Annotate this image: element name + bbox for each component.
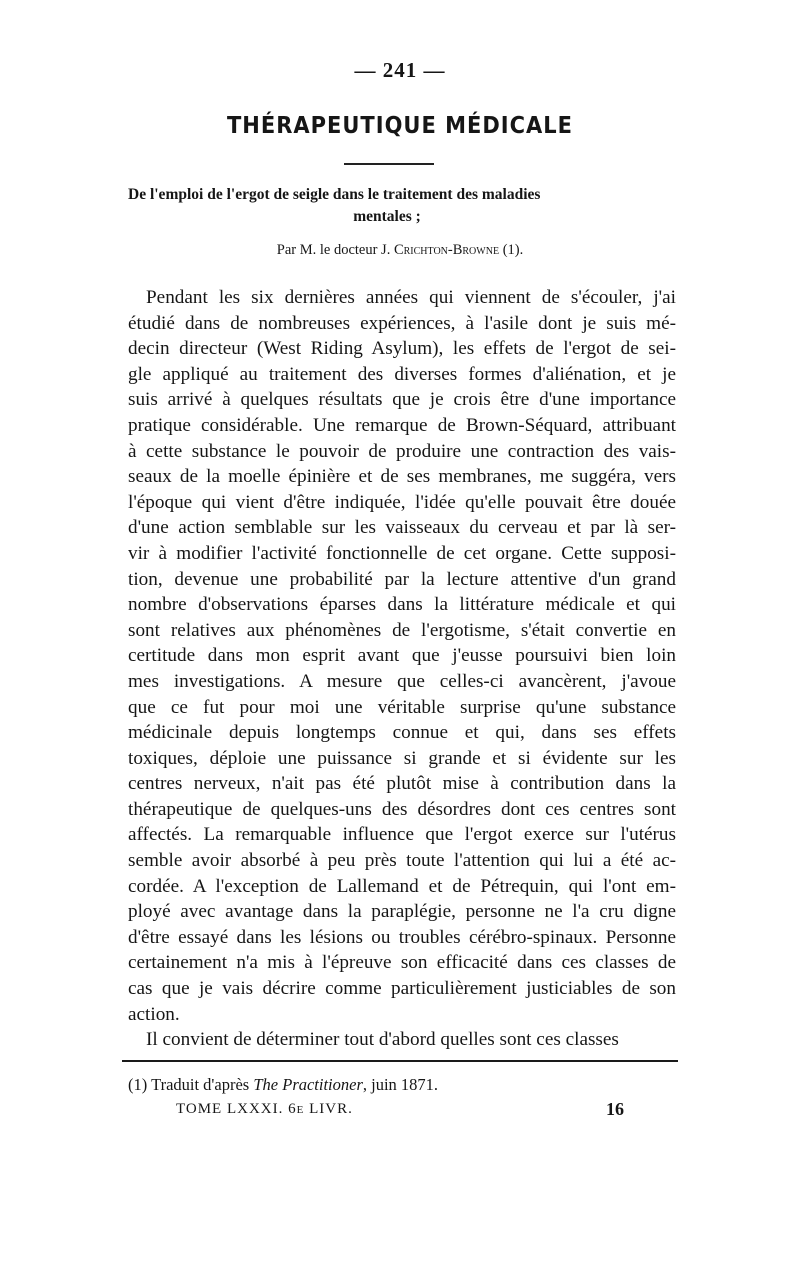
body-text <box>128 285 676 1053</box>
footnote-journal: The Practitioner <box>253 1075 363 1094</box>
body-line: vir à modifier l'activité fonctionnelle de cet organe. Cette supposi- <box>128 542 676 564</box>
body-line: l'époque qui vient d'être indiquée, l'idée qu'elle pouvait être douée <box>128 491 676 513</box>
body-line: seaux de la moelle épinière et de ses membranes, me suggéra, vers <box>128 466 676 488</box>
body-line: centres nerveux, n'ait pas été plutôt mise à contribution dans la <box>128 773 676 795</box>
footnote <box>128 1075 676 1095</box>
footnote-text-before: Traduit d'après <box>147 1075 254 1094</box>
body-line: cordée. A l'exception de Lallemand et de Pétrequin, qui l'ont em- <box>128 875 676 897</box>
body-line: d'être essayé dans les lésions ou troubles cérébro-spinaux. Personne <box>128 926 676 948</box>
footnote-marker: (1) <box>128 1075 148 1094</box>
body-line: certainement n'a mis à l'épreuve son efficacité dans ces classes de <box>128 952 676 974</box>
printer-signature <box>176 1101 624 1118</box>
article-title <box>128 184 676 228</box>
title-rule <box>344 163 434 165</box>
byline-suffix: (1). <box>499 242 524 258</box>
body-line: mes investigations. A mesure que celles-ci avancèrent, j'avoue <box>128 670 676 692</box>
body-line: médicinale depuis longtemps connue et qui, dans ses effets <box>128 722 676 744</box>
article-title-line1: De l'emploi de l'ergot de seigle dans le traitement des maladies <box>128 186 541 203</box>
body-line: semble avoir absorbé à peu près toute l'attention qui lui a été ac- <box>128 850 676 872</box>
body-line: Pendant les six dernières années qui viennent de s'écouler, j'ai <box>146 287 676 308</box>
body-line: nombre d'observations éparses dans la littérature médicale et qui <box>128 594 676 616</box>
byline-prefix: Par M. le docteur J. <box>276 242 394 258</box>
body-line: affectés. La remarquable influence que l'ergot exerce sur l'utérus <box>128 824 676 846</box>
body-line: suis arrivé à quelques résultats que je crois être d'une importance <box>128 389 676 411</box>
section-title: THÉRAPEUTIQUE MÉDICALE <box>226 111 574 139</box>
signature-volume: TOME LXXXI. 6e LIVR. <box>176 1101 353 1117</box>
footnote-text-after: , juin 1871. <box>362 1075 439 1094</box>
footnote-rule <box>122 1060 678 1062</box>
body-line: étudié dans de nombreuses expériences, à l'asile dont je suis mé- <box>128 312 676 334</box>
body-line: gle appliqué au traitement des diverses formes d'aliénation, et je <box>128 363 676 385</box>
body-line: tion, devenue une probabilité par la lecture attentive d'un grand <box>128 568 676 590</box>
page-number: — 241 — <box>354 58 446 82</box>
body-line: thérapeutique de quelques-uns des désordres dont ces centres sont <box>128 798 676 820</box>
body-line: d'une action semblable sur les vaisseaux du cerveau et par là ser- <box>128 517 676 539</box>
body-line: que ce fut pour moi une véritable surprise qu'une substance <box>128 696 676 718</box>
body-line: ployé avec avantage dans la paraplégie, personne ne l'a cru digne <box>128 901 676 923</box>
article-title-line2: mentales ; <box>353 208 421 225</box>
byline <box>0 242 800 259</box>
signature-sheet-number: 16 <box>606 1099 624 1119</box>
body-line: à cette substance le pouvoir de produire une contraction des vais- <box>128 440 676 462</box>
body-line: cas que je vais décrire comme particulièrement justiciables de son <box>128 978 676 1000</box>
body-line: pratique considérable. Une remarque de Brown-Séquard, attribuant <box>128 414 676 436</box>
body-line: action. <box>128 1003 180 1025</box>
body-line: Il convient de déterminer tout d'abord quelles sont ces classes <box>146 1029 619 1051</box>
body-line: certitude dans mon esprit avant que j'eusse poursuivi bien loin <box>128 645 676 667</box>
byline-author: Crichton-Browne <box>393 242 500 258</box>
body-line: toxiques, déploie une puissance si grande et si évidente sur les <box>128 747 676 769</box>
body-line: decin directeur (West Riding Asylum), les effets de l'ergot de sei- <box>128 338 676 360</box>
body-line: sont relatives aux phénomènes de l'ergotisme, s'était convertie en <box>128 619 676 641</box>
